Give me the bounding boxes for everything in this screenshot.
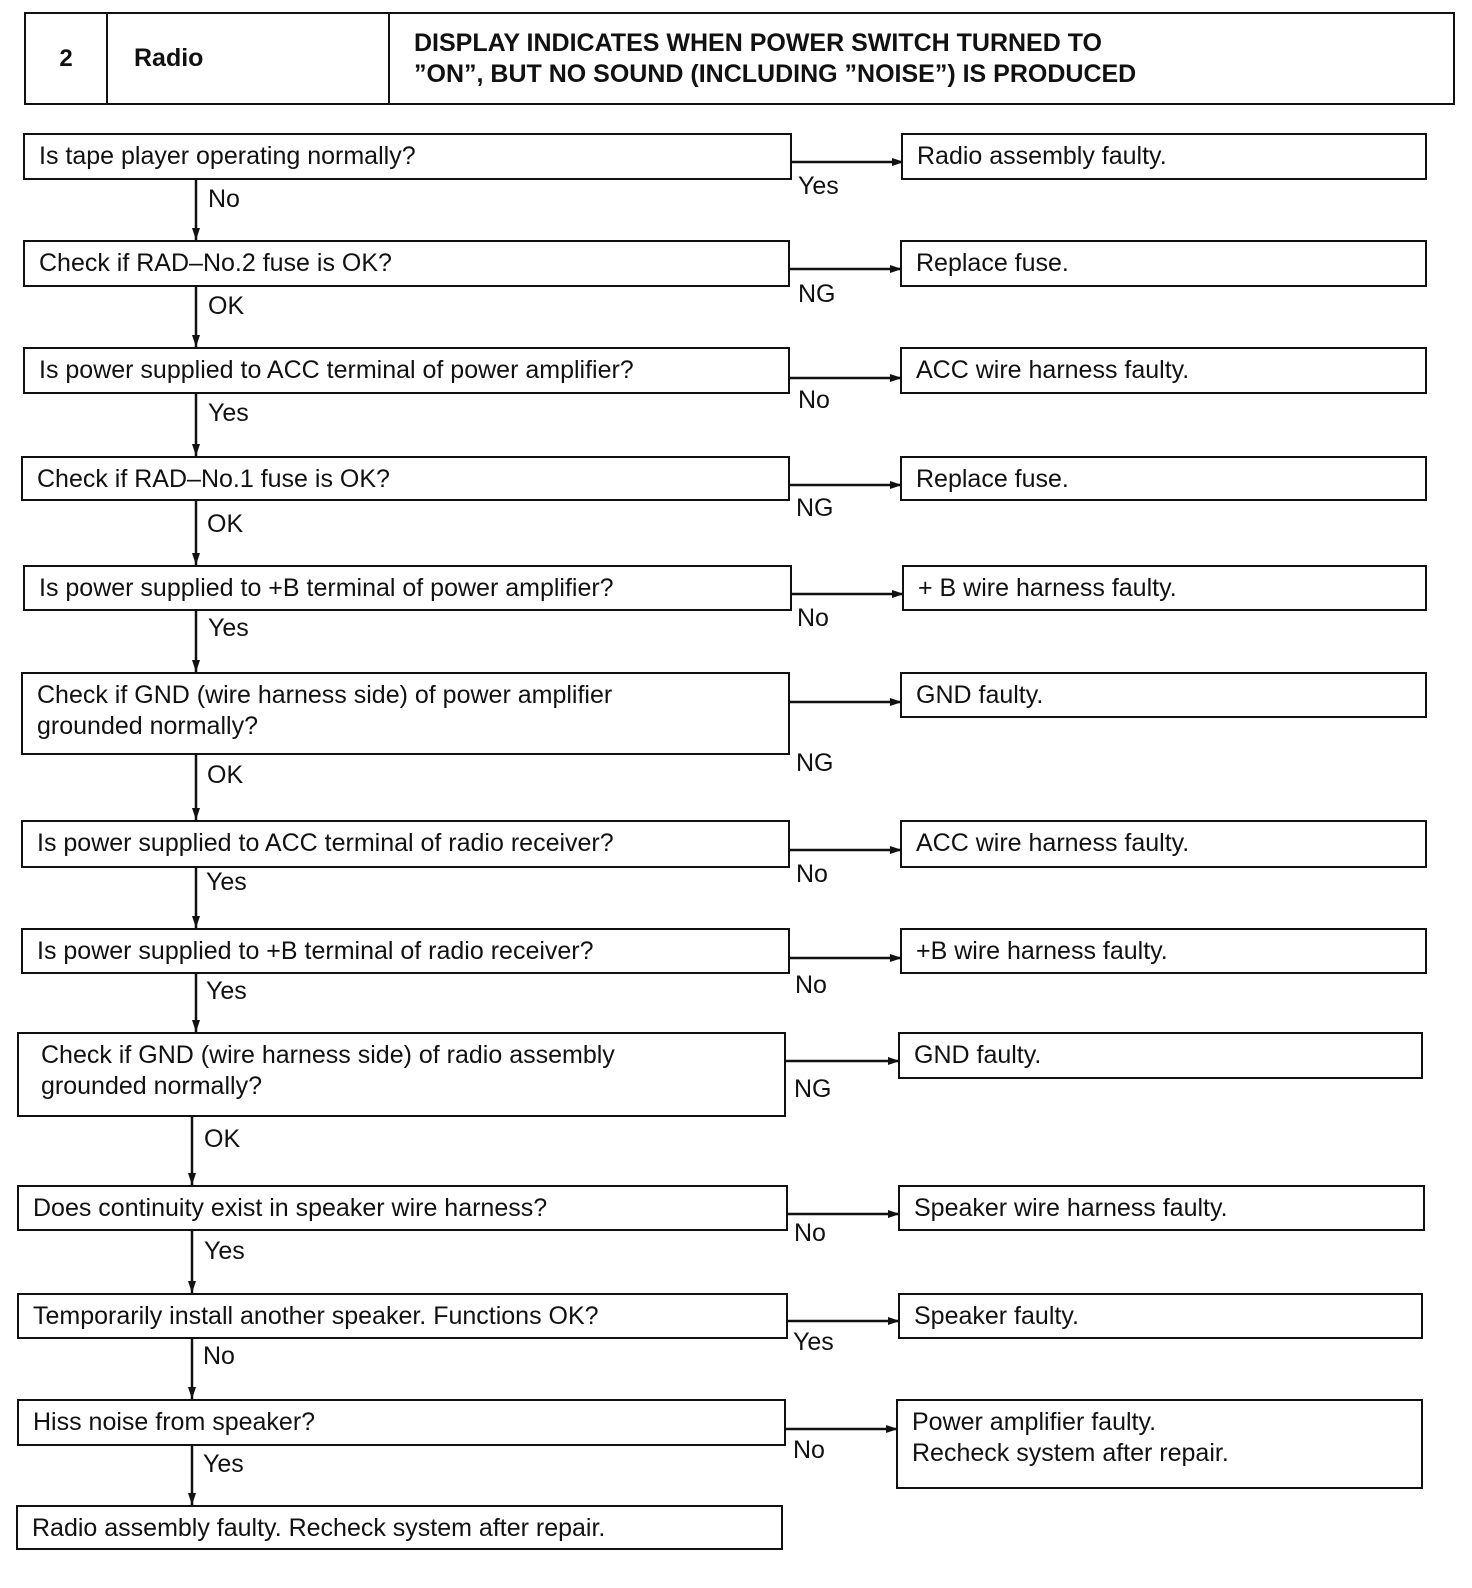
- result-box-2: Replace fuse.: [900, 240, 1427, 287]
- right-label-3: No: [798, 386, 830, 414]
- result-box-11: Speaker faulty.: [898, 1293, 1423, 1339]
- problem-title: DISPLAY INDICATES WHEN POWER SWITCH TURNED TO ”ON”, BUT NO SOUND (INCLUDING ”NOISE”) IS PRODUCED: [414, 28, 1137, 88]
- question-box-4: Check if RAD–No.1 fuse is OK?: [21, 456, 790, 501]
- down-label-12: Yes: [203, 1450, 244, 1478]
- question-box-10: Does continuity exist in speaker wire harness?: [17, 1185, 788, 1231]
- right-label-5: No: [797, 604, 829, 632]
- result-box-1: Radio assembly faulty.: [901, 133, 1427, 180]
- right-label-7: No: [796, 860, 828, 888]
- question-box-12: Hiss noise from speaker?: [17, 1399, 786, 1446]
- question-box-7: Is power supplied to ACC terminal of radio receiver?: [21, 820, 790, 868]
- right-label-12: No: [793, 1436, 825, 1464]
- question-box-9: Check if GND (wire harness side) of radio assembly grounded normally?: [17, 1032, 786, 1117]
- right-label-11: Yes: [793, 1328, 834, 1356]
- result-box-10: Speaker wire harness faulty.: [898, 1185, 1425, 1231]
- question-box-5: Is power supplied to +B terminal of power amplifier?: [23, 565, 792, 611]
- down-label-1: No: [208, 185, 240, 213]
- down-label-2: OK: [208, 292, 245, 320]
- down-label-7: Yes: [206, 868, 247, 896]
- chart-number: 2: [26, 14, 108, 103]
- right-label-9: NG: [794, 1075, 832, 1103]
- right-label-1: Yes: [798, 172, 839, 200]
- result-box-5: + B wire harness faulty.: [902, 565, 1427, 611]
- result-box-12: Power amplifier faulty. Recheck system after repair.: [896, 1399, 1423, 1489]
- result-box-9: GND faulty.: [898, 1032, 1423, 1079]
- result-box-8: +B wire harness faulty.: [900, 928, 1427, 974]
- question-box-1: Is tape player operating normally?: [23, 133, 792, 180]
- right-label-10: No: [794, 1219, 826, 1247]
- result-box-7: ACC wire harness faulty.: [900, 820, 1427, 868]
- down-label-10: Yes: [204, 1237, 245, 1265]
- question-box-6: Check if GND (wire harness side) of power amplifier grounded normally?: [21, 672, 790, 755]
- question-box-8: Is power supplied to +B terminal of radio receiver?: [21, 928, 790, 974]
- result-box-4: Replace fuse.: [900, 456, 1427, 501]
- right-label-4: NG: [796, 494, 834, 522]
- down-label-11: No: [203, 1342, 235, 1370]
- right-label-8: No: [795, 971, 827, 999]
- final-result-box: Radio assembly faulty. Recheck system after repair.: [16, 1505, 783, 1550]
- down-label-3: Yes: [208, 399, 249, 427]
- down-label-5: Yes: [208, 614, 249, 642]
- question-box-11: Temporarily install another speaker. Functions OK?: [17, 1293, 788, 1339]
- down-label-4: OK: [207, 510, 244, 538]
- down-label-8: Yes: [206, 977, 247, 1005]
- question-box-3: Is power supplied to ACC terminal of power amplifier?: [23, 347, 790, 394]
- down-label-6: OK: [207, 761, 244, 789]
- result-box-6: GND faulty.: [900, 672, 1427, 718]
- right-label-2: NG: [798, 280, 836, 308]
- right-label-6: NG: [796, 749, 834, 777]
- down-label-9: OK: [204, 1125, 241, 1153]
- result-box-3: ACC wire harness faulty.: [900, 347, 1427, 394]
- question-box-2: Check if RAD–No.2 fuse is OK?: [23, 240, 790, 287]
- system-name: Radio: [108, 14, 390, 103]
